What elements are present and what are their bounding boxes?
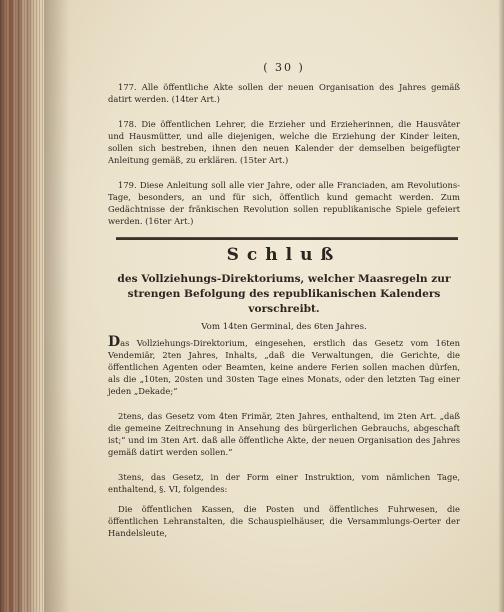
decree-date: Vom 14ten Germinal, des 6ten Jahres. bbox=[201, 322, 367, 332]
paragraph-last: Die öffentlichen Kassen, die Posten und öffentliches Fuhrwesen, die öffentlichen Lehranstalten, die Schauspielhäuser, die Versammlungs-Oerter der Handelsleute, bbox=[108, 504, 460, 538]
paragraph-3tens: 3tens, das Gesetz, in der Form einer Instruktion, vom nämlichen Tage, enthaltend, §. VI, folgendes: bbox=[108, 472, 460, 494]
paragraph-2tens: 2tens, das Gesetz vom 4ten Frimär, 2ten Jahres, enthaltend, im 2ten Art. „daß die gemeine Zeitrechnung in Ansehung des bürgerlichen Gebrauchs, abgeschaft ist;“ und im 3ten Art. daß alle öffentliche Akte, der neuen Organisation des Jahres gemäß datirt werden sollen.“ bbox=[108, 411, 460, 457]
section-subheading: des Vollziehungs-Direktoriums, welcher Maasregeln zur strengen Befolgung des republikanischen Kalenders vorschreibt. bbox=[117, 273, 451, 315]
book-binding bbox=[0, 0, 44, 612]
paragraph-177: 177. Alle öffentliche Akte sollen der neuen Organisation des Jahres gemäß datirt werden. (14ter Art.) bbox=[108, 82, 460, 104]
section-heading: Schluß bbox=[226, 245, 342, 265]
drop-cap: D bbox=[108, 334, 121, 350]
paragraph-179: 179. Diese Anleitung soll alle vier Jahre, oder alle Franciaden, am Revolutions-Tage, besonders, an und für sich, öffentlich kund gemacht werden. Zum Gedächtnisse der fränkischen Revolution sollen republikanische Spiele gefeiert werden. (16ter Art.) bbox=[108, 180, 460, 226]
paragraph-intro bbox=[108, 336, 460, 397]
paragraph-178: 178. Die öffentlichen Lehrer, die Erzieher und Erzieherinnen, die Hausväter und Hausmütter, und alle diejenigen, welche die Erziehung der Kinder leiten, sollen sich bestreben, ihnen den neuen Kalender der demselben beigefügter Anleitung gemäß, zu erklären. (15ter Art.) bbox=[108, 119, 460, 165]
section-divider bbox=[116, 237, 458, 240]
page-number: ( 30 ) bbox=[263, 61, 305, 74]
page-text bbox=[108, 62, 460, 539]
paragraph-intro-text: as Vollziehungs-Direktorium, eingesehen, erstlich das Gesetz vom 16ten Vendemiär, 2ten Jahres, Inhalts, „daß die Verwaltungen, die Gerichte, die öffentlichen Agenten oder Beamten, keine andere Ferien sollen machen dürfen, als die „10ten, 20sten und 30sten Tage eines Monats, oder den letzten Tag einer jeden „Dekade;“ bbox=[108, 338, 460, 396]
